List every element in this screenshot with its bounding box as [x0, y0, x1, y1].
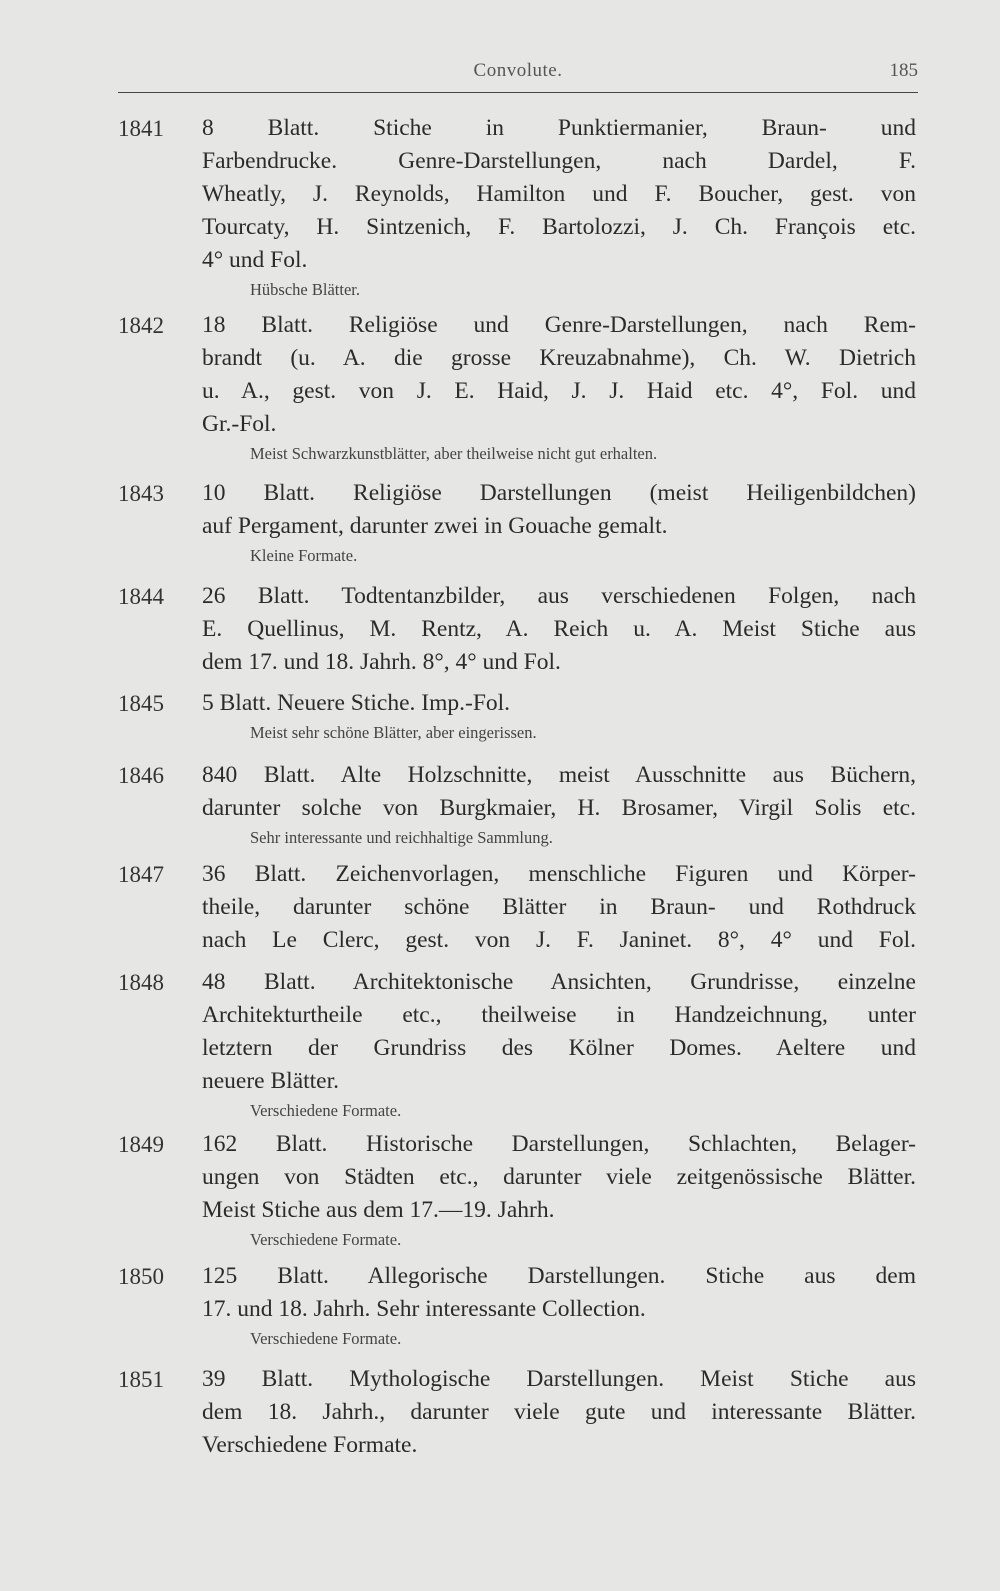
entry-description	[202, 112, 916, 303]
lot-number: 1846	[118, 763, 164, 788]
description-line: Gr.-Fol.	[202, 411, 277, 437]
entry-description	[202, 477, 916, 569]
description-line: E. Quellinus, M. Rentz, A. Reich u. A. Meist Stiche aus	[202, 616, 916, 642]
description-line: dem 18. Jahrh., darunter viele gute und interessante Blätter.	[202, 1399, 916, 1425]
description-line: u. A., gest. von J. E. Haid, J. J. Haid etc. 4°, Fol. und	[202, 378, 916, 404]
description-line: 17. und 18. Jahrh. Sehr interessante Collection.	[202, 1296, 646, 1322]
description-line: ungen von Städten etc., darunter viele zeitgenössische Blätter.	[202, 1164, 916, 1190]
entry-note: Verschiedene Formate.	[250, 1230, 402, 1249]
description-line: brandt (u. A. die grosse Kreuzabnahme), Ch. W. Dietrich	[202, 345, 916, 371]
description-line: nach Le Clerc, gest. von J. F. Janinet. 8°, 4° und Fol.	[202, 927, 916, 953]
description-line: 18 Blatt. Religiöse und Genre-Darstellungen, nach Rem-	[202, 312, 916, 338]
lot-number: 1848	[118, 970, 164, 995]
running-header	[118, 58, 918, 88]
entry-description	[202, 966, 916, 1124]
description-line: Farbendrucke. Genre-Darstellungen, nach Dardel, F.	[202, 148, 916, 174]
lot-number: 1849	[118, 1132, 164, 1157]
description-line: neuere Blätter.	[202, 1068, 340, 1094]
entry-note: Meist sehr schöne Blätter, aber eingerissen.	[250, 723, 537, 742]
entry-description	[202, 858, 916, 957]
entry-note: Meist Schwarzkunstblätter, aber theilweise nicht gut erhalten.	[250, 444, 658, 463]
lot-number: 1843	[118, 481, 164, 506]
description-line: 36 Blatt. Zeichenvorlagen, menschliche Figuren und Körper-	[202, 861, 916, 887]
page-number: 185	[889, 60, 918, 81]
description-line: Meist Stiche aus dem 17.—19. Jahrh.	[202, 1197, 555, 1223]
lot-number: 1841	[118, 116, 164, 141]
description-line: 10 Blatt. Religiöse Darstellungen (meist Heiligenbildchen)	[202, 480, 916, 506]
header-rule	[118, 92, 918, 93]
entry-note: Verschiedene Formate.	[250, 1101, 402, 1120]
description-line: theile, darunter schöne Blätter in Braun- und Rothdruck	[202, 894, 916, 920]
description-line: dem 17. und 18. Jahrh. 8°, 4° und Fol.	[202, 649, 561, 675]
lot-number: 1850	[118, 1264, 164, 1289]
description-line: letztern der Grundriss des Kölner Domes. Aeltere und	[202, 1035, 916, 1061]
lot-number: 1851	[118, 1367, 164, 1392]
entry-description	[202, 759, 916, 851]
description-line: 4° und Fol.	[202, 247, 308, 273]
description-line: 125 Blatt. Allegorische Darstellungen. Stiche aus dem	[202, 1263, 916, 1289]
description-line: 26 Blatt. Todtentanzbilder, aus verschiedenen Folgen, nach	[202, 583, 916, 609]
description-line: 8 Blatt. Stiche in Punktiermanier, Braun- und	[202, 115, 916, 141]
description-line: 162 Blatt. Historische Darstellungen, Schlachten, Belager-	[202, 1131, 916, 1157]
entry-description	[202, 687, 916, 746]
entry-note: Hübsche Blätter.	[250, 280, 360, 299]
entry-note: Sehr interessante und reichhaltige Sammlung.	[250, 828, 553, 847]
lot-number: 1842	[118, 313, 164, 338]
description-line: 48 Blatt. Architektonische Ansichten, Grundrisse, einzelne	[202, 969, 916, 995]
lot-number: 1847	[118, 862, 164, 887]
lot-number: 1845	[118, 691, 164, 716]
description-line: Verschiedene Formate.	[202, 1432, 418, 1458]
lot-number: 1844	[118, 584, 164, 609]
entry-description	[202, 1128, 916, 1253]
description-line: 5 Blatt. Neuere Stiche. Imp.-Fol.	[202, 690, 511, 716]
description-line: 840 Blatt. Alte Holzschnitte, meist Ausschnitte aus Büchern,	[202, 762, 916, 788]
entry-note: Verschiedene Formate.	[250, 1329, 402, 1348]
entry-description	[202, 1260, 916, 1352]
entry-description	[202, 580, 916, 679]
description-line: Wheatly, J. Reynolds, Hamilton und F. Boucher, gest. von	[202, 181, 916, 207]
description-line: Tourcaty, H. Sintzenich, F. Bartolozzi, J. Ch. François etc.	[202, 214, 916, 240]
description-line: Architekturtheile etc., theilweise in Handzeichnung, unter	[202, 1002, 916, 1028]
entry-description	[202, 309, 916, 467]
entry-description	[202, 1363, 916, 1462]
description-line: darunter solche von Burgkmaier, H. Brosamer, Virgil Solis etc.	[202, 795, 916, 821]
running-title: Convolute.	[473, 60, 563, 81]
entry-note: Kleine Formate.	[250, 546, 358, 565]
description-line: 39 Blatt. Mythologische Darstellungen. Meist Stiche aus	[202, 1366, 916, 1392]
description-line: auf Pergament, darunter zwei in Gouache gemalt.	[202, 513, 668, 539]
